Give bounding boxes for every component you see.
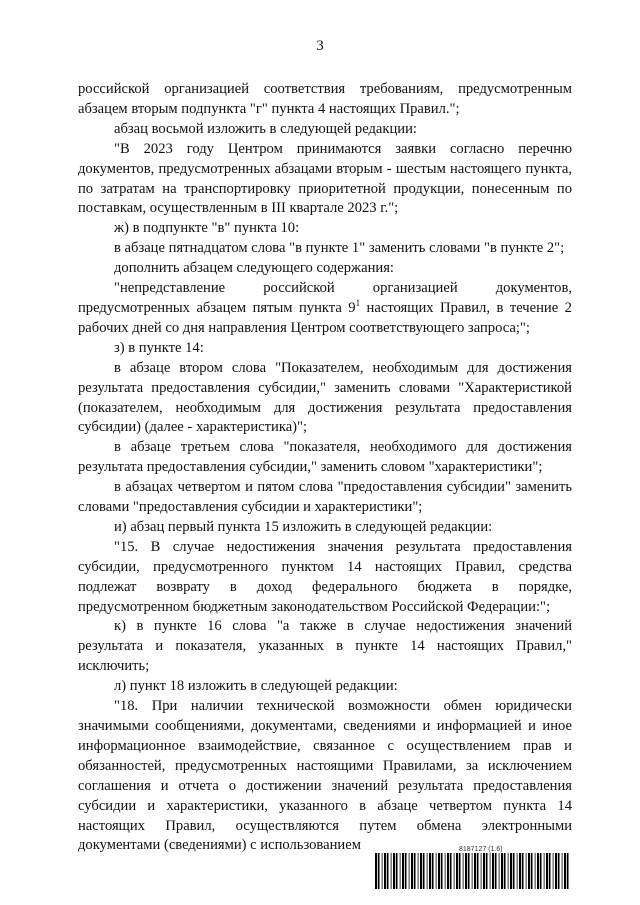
- barcode-bar: [499, 853, 500, 889]
- barcode-bar: [549, 853, 551, 889]
- barcode-bar: [504, 853, 506, 889]
- barcode-bar: [492, 853, 494, 889]
- barcode-bar: [558, 853, 560, 889]
- barcode-bar: [382, 853, 383, 889]
- paragraph: в абзаце третьем слова "показателя, необходимого для достижения результата предоставления субсидии," заменить словом "характеристики";: [78, 439, 572, 476]
- barcode-bar: [513, 853, 515, 889]
- paragraph: российской организацией соответствия требованиям, предусмотренным абзацем вторым подпункта "г" пункта 4 настоящих Правил.";: [78, 81, 572, 117]
- barcode-bar: [391, 853, 392, 889]
- barcode-bar: [495, 853, 497, 889]
- barcode-bar: [384, 853, 386, 889]
- paragraph: з) в пункте 14:: [114, 339, 204, 356]
- paragraph: дополнить абзацем следующего содержания:: [114, 260, 394, 277]
- barcode-bar: [472, 853, 473, 889]
- barcode-bar: [436, 853, 437, 889]
- barcode-bar: [537, 853, 539, 889]
- barcode-bar: [405, 853, 407, 889]
- document-body: [78, 80, 572, 856]
- barcode-bar: [375, 853, 377, 889]
- barcode-bar: [562, 853, 563, 889]
- paragraph-text: "непредставление российской организацией документов, предусмотренных абзацем пятым пункта 9: [78, 280, 572, 316]
- barcode-bar: [450, 853, 452, 889]
- barcode-bar: [445, 853, 446, 889]
- barcode-bar: [459, 853, 461, 889]
- barcode-bar: [396, 853, 398, 889]
- barcode-bar: [429, 853, 431, 889]
- barcode-bar: [463, 853, 464, 889]
- barcode-bar: [468, 853, 470, 889]
- paragraph: л) пункт 18 изложить в следующей редакции:: [114, 678, 398, 695]
- barcode-bar: [540, 853, 542, 889]
- paragraph: абзац восьмой изложить в следующей редакции:: [114, 120, 417, 137]
- paragraph: и) абзац первый пункта 15 изложить в следующей редакции:: [114, 518, 493, 535]
- barcode-bar: [519, 853, 521, 889]
- paragraph: в абзаце пятнадцатом слова "в пункте 1" заменить словами "в пункте 2";: [114, 240, 565, 257]
- barcode-bar: [465, 853, 467, 889]
- barcode-bar: [544, 853, 545, 889]
- barcode-bar: [447, 853, 449, 889]
- barcode-bar: [402, 853, 404, 889]
- paragraph: ж) в подпункте "в" пункта 10:: [114, 220, 300, 237]
- barcode-bar: [564, 853, 566, 889]
- barcode-bar: [409, 853, 410, 889]
- barcode-bar: [555, 853, 557, 889]
- barcode-bar: [420, 853, 422, 889]
- barcode-bar: [490, 853, 491, 889]
- barcode-bar: [517, 853, 518, 889]
- barcode-bar: [526, 853, 527, 889]
- barcode-bar: [531, 853, 533, 889]
- barcode-bar: [553, 853, 554, 889]
- barcode-bar: [441, 853, 443, 889]
- paragraph: "18. При наличии технической возможности обмен юридически значимыми сообщениями, документами, сведениями и информацией и иное информационное взаимодействие, связанное с осуществлением прав и обязанностей, предусмотренных настоящими Правилами, за исключением соглашения и отчета о достижении значений результата предоставления субсидии и характеристики, указанного в абзаце четвертом пункта 14 настоящих Правил, осуществляются путем обмена электронными документами (сведениями) с использованием: [78, 698, 572, 854]
- barcode-bar: [535, 853, 536, 889]
- barcode-bar: [567, 853, 569, 889]
- superscript: 1: [355, 298, 361, 309]
- barcode-bar: [481, 853, 482, 889]
- barcode-bar: [454, 853, 455, 889]
- barcode-bar: [378, 853, 380, 889]
- barcode-bar: [528, 853, 530, 889]
- barcode-bar: [477, 853, 479, 889]
- barcode-bar: [418, 853, 419, 889]
- barcode-bar: [483, 853, 485, 889]
- barcode-bar: [510, 853, 512, 889]
- paragraph: в абзацах четвертом и пятом слова "предоставления субсидии" заменить словами "предоставления субсидии и характеристики";: [78, 479, 572, 516]
- barcode-bar: [438, 853, 440, 889]
- paragraph-text: настоящих Правил, в течение 2 рабочих дней со дня направления Центром соответствующего запроса;";: [78, 299, 572, 336]
- barcode-bar: [508, 853, 509, 889]
- page-number: 3: [316, 38, 324, 54]
- paragraph: "В 2023 году Центром принимаются заявки согласно перечню документов, предусмотренных абзацами вторым - шестым настоящего пункта, по затратам на транспортировку приоритетной продукции, понесенным по поставкам, осуществленным в III квартале 2023 г.";: [78, 140, 572, 217]
- barcode-bar: [400, 853, 401, 889]
- paragraph: "15. В случае недостижения значения результата предоставления субсидии, предусмотренного пунктом 14 настоящих Правил, средства подлежат возврату в доход федерального бюджета в порядке, предусмотренном бюджетным законодательством Российской Федерации:";: [78, 538, 572, 615]
- barcode: [375, 853, 570, 889]
- paragraph: к) в пункте 16 слова "а также в случае недостижения значений результата и показателя, указанных в пункте 14 настоящих Правил," исключить;: [78, 618, 572, 675]
- footer-stamp: 8187127 (1.6): [459, 846, 503, 853]
- barcode-bar: [414, 853, 416, 889]
- paragraph: [78, 279, 572, 339]
- paragraph: в абзаце втором слова "Показателем, необходимым для достижения результата предоставления субсидии," заменить словами "Характеристикой (показателем, необходимым для достижения результата предоставления субсидии) (далее - характеристика)";: [78, 359, 572, 436]
- barcode-bar: [501, 853, 503, 889]
- barcode-bar: [423, 853, 425, 889]
- barcode-bar: [546, 853, 548, 889]
- barcode-bar: [456, 853, 458, 889]
- barcode-bar: [427, 853, 428, 889]
- barcode-bar: [432, 853, 434, 889]
- barcode-bar: [486, 853, 488, 889]
- barcode-bar: [411, 853, 413, 889]
- barcode-bar: [474, 853, 476, 889]
- barcode-bar: [393, 853, 395, 889]
- barcode-bar: [522, 853, 524, 889]
- barcode-bar: [387, 853, 389, 889]
